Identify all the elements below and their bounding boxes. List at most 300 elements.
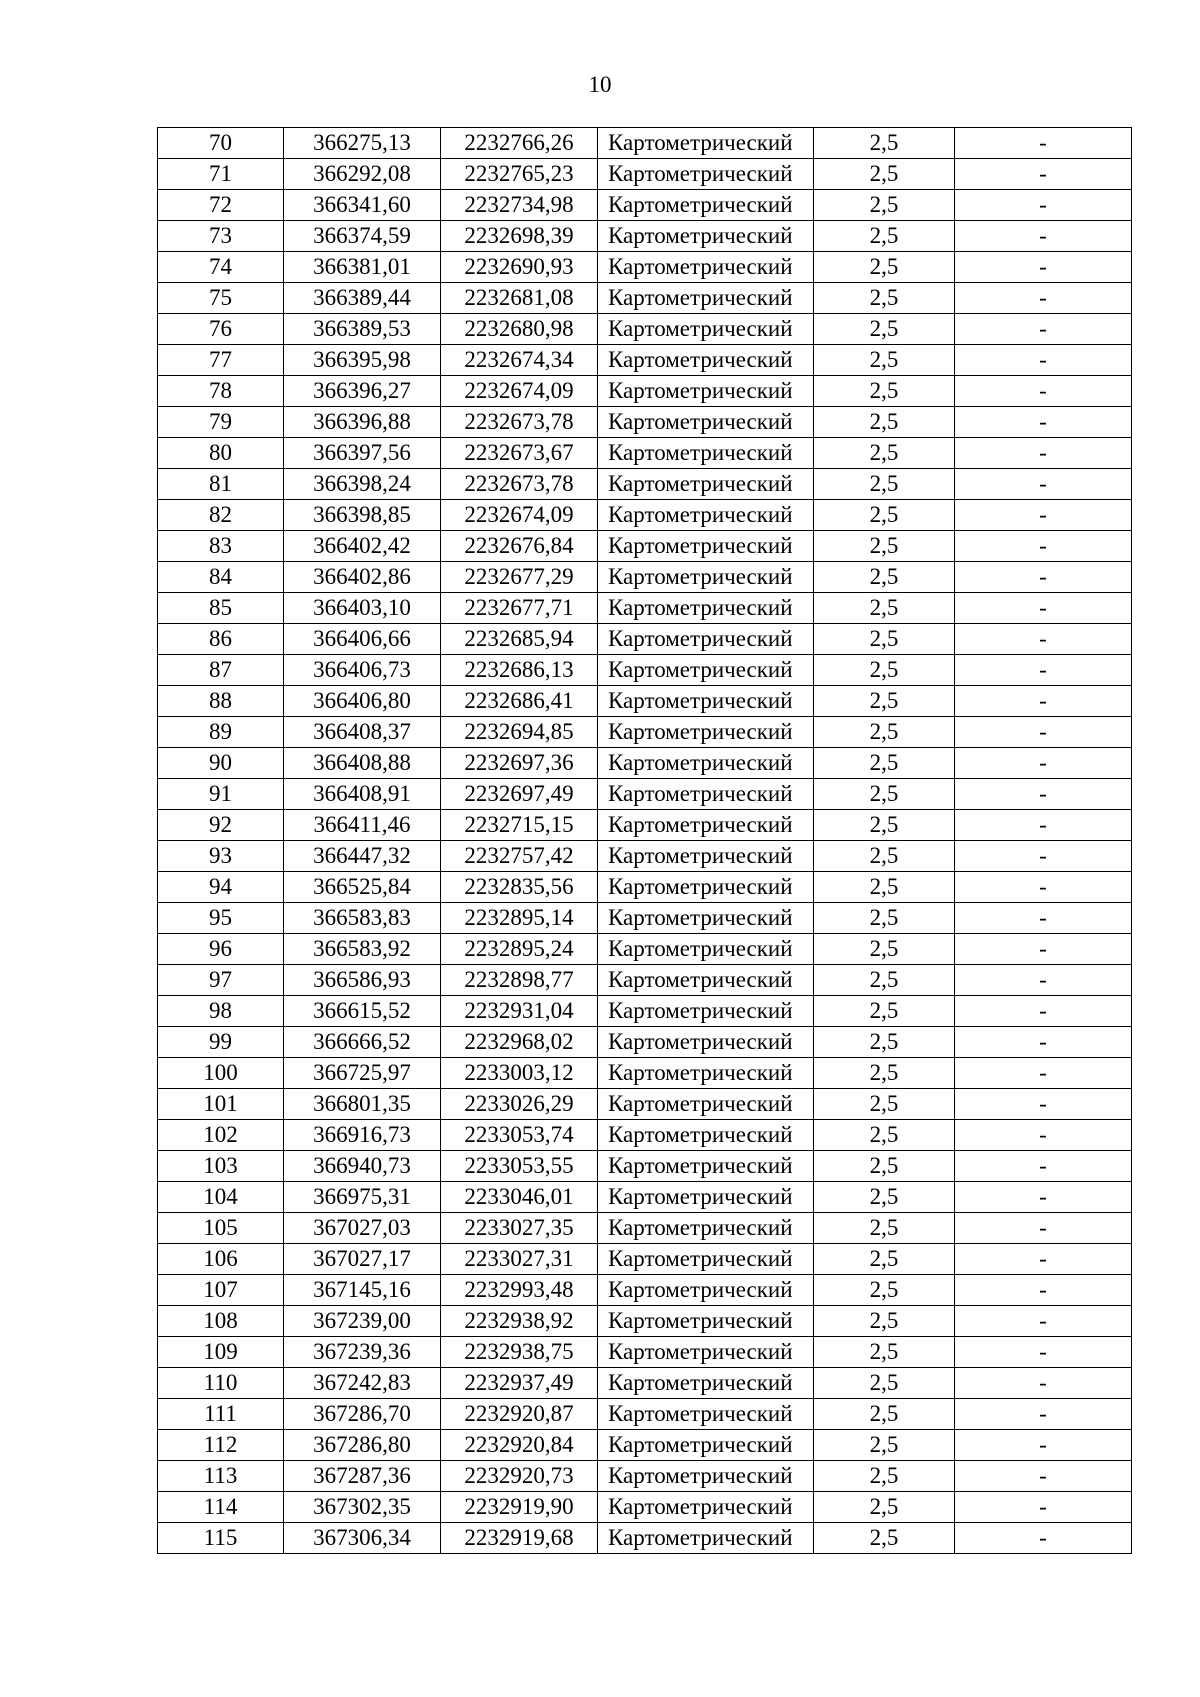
x-coordinate-cell: 367027,03 <box>284 1213 441 1244</box>
x-coordinate-cell: 366403,10 <box>284 593 441 624</box>
y-coordinate-cell: 2233053,74 <box>441 1120 598 1151</box>
table-row <box>158 934 1132 965</box>
point-number-cell: 104 <box>158 1182 284 1213</box>
y-coordinate-cell: 2232765,23 <box>441 159 598 190</box>
table-row <box>158 593 1132 624</box>
point-number-cell: 101 <box>158 1089 284 1120</box>
method-cell: Картометрический <box>598 283 814 314</box>
table-row <box>158 717 1132 748</box>
y-coordinate-cell: 2232757,42 <box>441 841 598 872</box>
point-number-cell: 84 <box>158 562 284 593</box>
point-number-cell: 92 <box>158 810 284 841</box>
table-row <box>158 469 1132 500</box>
method-cell: Картометрический <box>598 159 814 190</box>
table-row <box>158 376 1132 407</box>
table-row <box>158 1492 1132 1523</box>
table-row <box>158 903 1132 934</box>
description-cell: - <box>955 934 1132 965</box>
accuracy-cell: 2,5 <box>814 1213 955 1244</box>
method-cell: Картометрический <box>598 810 814 841</box>
point-number-cell: 76 <box>158 314 284 345</box>
coordinates-table <box>157 127 1132 1554</box>
table-row <box>158 872 1132 903</box>
point-number-cell: 102 <box>158 1120 284 1151</box>
x-coordinate-cell: 366975,31 <box>284 1182 441 1213</box>
x-coordinate-cell: 366725,97 <box>284 1058 441 1089</box>
y-coordinate-cell: 2232895,24 <box>441 934 598 965</box>
method-cell: Картометрический <box>598 1275 814 1306</box>
x-coordinate-cell: 367287,36 <box>284 1461 441 1492</box>
x-coordinate-cell: 366341,60 <box>284 190 441 221</box>
x-coordinate-cell: 366402,42 <box>284 531 441 562</box>
description-cell: - <box>955 1275 1132 1306</box>
point-number-cell: 96 <box>158 934 284 965</box>
y-coordinate-cell: 2233026,29 <box>441 1089 598 1120</box>
accuracy-cell: 2,5 <box>814 1027 955 1058</box>
description-cell: - <box>955 1120 1132 1151</box>
point-number-cell: 73 <box>158 221 284 252</box>
method-cell: Картометрический <box>598 1182 814 1213</box>
point-number-cell: 106 <box>158 1244 284 1275</box>
description-cell: - <box>955 996 1132 1027</box>
point-number-cell: 77 <box>158 345 284 376</box>
y-coordinate-cell: 2232677,71 <box>441 593 598 624</box>
y-coordinate-cell: 2232674,34 <box>441 345 598 376</box>
table-row <box>158 1151 1132 1182</box>
point-number-cell: 114 <box>158 1492 284 1523</box>
accuracy-cell: 2,5 <box>814 1244 955 1275</box>
y-coordinate-cell: 2232968,02 <box>441 1027 598 1058</box>
method-cell: Картометрический <box>598 934 814 965</box>
y-coordinate-cell: 2232931,04 <box>441 996 598 1027</box>
point-number-cell: 94 <box>158 872 284 903</box>
y-coordinate-cell: 2232674,09 <box>441 376 598 407</box>
y-coordinate-cell: 2233046,01 <box>441 1182 598 1213</box>
accuracy-cell: 2,5 <box>814 1058 955 1089</box>
description-cell: - <box>955 624 1132 655</box>
method-cell: Картометрический <box>598 252 814 283</box>
y-coordinate-cell: 2232920,73 <box>441 1461 598 1492</box>
x-coordinate-cell: 366916,73 <box>284 1120 441 1151</box>
accuracy-cell: 2,5 <box>814 1337 955 1368</box>
table-row <box>158 655 1132 686</box>
table-row <box>158 624 1132 655</box>
point-number-cell: 113 <box>158 1461 284 1492</box>
method-cell: Картометрический <box>598 748 814 779</box>
description-cell: - <box>955 1213 1132 1244</box>
y-coordinate-cell: 2232673,67 <box>441 438 598 469</box>
accuracy-cell: 2,5 <box>814 934 955 965</box>
table-row <box>158 531 1132 562</box>
y-coordinate-cell: 2232673,78 <box>441 469 598 500</box>
method-cell: Картометрический <box>598 841 814 872</box>
table-row <box>158 1244 1132 1275</box>
method-cell: Картометрический <box>598 965 814 996</box>
x-coordinate-cell: 366406,80 <box>284 686 441 717</box>
y-coordinate-cell: 2232938,92 <box>441 1306 598 1337</box>
method-cell: Картометрический <box>598 779 814 810</box>
accuracy-cell: 2,5 <box>814 500 955 531</box>
y-coordinate-cell: 2232993,48 <box>441 1275 598 1306</box>
x-coordinate-cell: 366275,13 <box>284 128 441 159</box>
method-cell: Картометрический <box>598 1151 814 1182</box>
x-coordinate-cell: 366396,88 <box>284 407 441 438</box>
description-cell: - <box>955 407 1132 438</box>
y-coordinate-cell: 2232698,39 <box>441 221 598 252</box>
table-row <box>158 345 1132 376</box>
table-row <box>158 1399 1132 1430</box>
method-cell: Картометрический <box>598 345 814 376</box>
x-coordinate-cell: 366389,53 <box>284 314 441 345</box>
method-cell: Картометрический <box>598 903 814 934</box>
description-cell: - <box>955 531 1132 562</box>
y-coordinate-cell: 2232673,78 <box>441 407 598 438</box>
y-coordinate-cell: 2232898,77 <box>441 965 598 996</box>
y-coordinate-cell: 2232681,08 <box>441 283 598 314</box>
x-coordinate-cell: 367302,35 <box>284 1492 441 1523</box>
accuracy-cell: 2,5 <box>814 407 955 438</box>
x-coordinate-cell: 367027,17 <box>284 1244 441 1275</box>
accuracy-cell: 2,5 <box>814 469 955 500</box>
point-number-cell: 103 <box>158 1151 284 1182</box>
x-coordinate-cell: 366406,66 <box>284 624 441 655</box>
y-coordinate-cell: 2232919,90 <box>441 1492 598 1523</box>
x-coordinate-cell: 366395,98 <box>284 345 441 376</box>
point-number-cell: 100 <box>158 1058 284 1089</box>
point-number-cell: 71 <box>158 159 284 190</box>
table-row <box>158 283 1132 314</box>
y-coordinate-cell: 2232938,75 <box>441 1337 598 1368</box>
table-row <box>158 221 1132 252</box>
accuracy-cell: 2,5 <box>814 159 955 190</box>
x-coordinate-cell: 367286,80 <box>284 1430 441 1461</box>
description-cell: - <box>955 159 1132 190</box>
coordinates-table-body <box>158 128 1132 1554</box>
table-row <box>158 1368 1132 1399</box>
x-coordinate-cell: 367145,16 <box>284 1275 441 1306</box>
y-coordinate-cell: 2232685,94 <box>441 624 598 655</box>
accuracy-cell: 2,5 <box>814 128 955 159</box>
x-coordinate-cell: 366374,59 <box>284 221 441 252</box>
accuracy-cell: 2,5 <box>814 1089 955 1120</box>
x-coordinate-cell: 366666,52 <box>284 1027 441 1058</box>
y-coordinate-cell: 2232734,98 <box>441 190 598 221</box>
accuracy-cell: 2,5 <box>814 841 955 872</box>
table-row <box>158 562 1132 593</box>
page-number: 10 <box>588 72 612 97</box>
y-coordinate-cell: 2233053,55 <box>441 1151 598 1182</box>
description-cell: - <box>955 717 1132 748</box>
table-row <box>158 159 1132 190</box>
table-row <box>158 500 1132 531</box>
point-number-cell: 74 <box>158 252 284 283</box>
method-cell: Картометрический <box>598 1337 814 1368</box>
x-coordinate-cell: 366615,52 <box>284 996 441 1027</box>
table-row <box>158 1120 1132 1151</box>
table-row <box>158 1523 1132 1554</box>
x-coordinate-cell: 366525,84 <box>284 872 441 903</box>
point-number-cell: 109 <box>158 1337 284 1368</box>
point-number-cell: 85 <box>158 593 284 624</box>
method-cell: Картометрический <box>598 1027 814 1058</box>
method-cell: Картометрический <box>598 872 814 903</box>
x-coordinate-cell: 366402,86 <box>284 562 441 593</box>
x-coordinate-cell: 366411,46 <box>284 810 441 841</box>
description-cell: - <box>955 965 1132 996</box>
method-cell: Картометрический <box>598 190 814 221</box>
point-number-cell: 110 <box>158 1368 284 1399</box>
accuracy-cell: 2,5 <box>814 1461 955 1492</box>
description-cell: - <box>955 1151 1132 1182</box>
method-cell: Картометрический <box>598 686 814 717</box>
point-number-cell: 112 <box>158 1430 284 1461</box>
method-cell: Картометрический <box>598 314 814 345</box>
accuracy-cell: 2,5 <box>814 748 955 779</box>
x-coordinate-cell: 366397,56 <box>284 438 441 469</box>
method-cell: Картометрический <box>598 562 814 593</box>
description-cell: - <box>955 190 1132 221</box>
description-cell: - <box>955 438 1132 469</box>
method-cell: Картометрический <box>598 1120 814 1151</box>
x-coordinate-cell: 366408,88 <box>284 748 441 779</box>
x-coordinate-cell: 366583,92 <box>284 934 441 965</box>
method-cell: Картометрический <box>598 717 814 748</box>
description-cell: - <box>955 1399 1132 1430</box>
method-cell: Картометрический <box>598 655 814 686</box>
point-number-cell: 83 <box>158 531 284 562</box>
accuracy-cell: 2,5 <box>814 221 955 252</box>
y-coordinate-cell: 2232677,29 <box>441 562 598 593</box>
accuracy-cell: 2,5 <box>814 1523 955 1554</box>
description-cell: - <box>955 903 1132 934</box>
y-coordinate-cell: 2232680,98 <box>441 314 598 345</box>
accuracy-cell: 2,5 <box>814 903 955 934</box>
accuracy-cell: 2,5 <box>814 1182 955 1213</box>
table-row <box>158 965 1132 996</box>
point-number-cell: 93 <box>158 841 284 872</box>
x-coordinate-cell: 366583,83 <box>284 903 441 934</box>
description-cell: - <box>955 314 1132 345</box>
method-cell: Картометрический <box>598 996 814 1027</box>
table-row <box>158 1275 1132 1306</box>
method-cell: Картометрический <box>598 469 814 500</box>
method-cell: Картометрический <box>598 438 814 469</box>
point-number-cell: 70 <box>158 128 284 159</box>
description-cell: - <box>955 841 1132 872</box>
method-cell: Картометрический <box>598 128 814 159</box>
x-coordinate-cell: 366389,44 <box>284 283 441 314</box>
y-coordinate-cell: 2233003,12 <box>441 1058 598 1089</box>
accuracy-cell: 2,5 <box>814 283 955 314</box>
accuracy-cell: 2,5 <box>814 562 955 593</box>
point-number-cell: 81 <box>158 469 284 500</box>
accuracy-cell: 2,5 <box>814 314 955 345</box>
accuracy-cell: 2,5 <box>814 1368 955 1399</box>
y-coordinate-cell: 2232690,93 <box>441 252 598 283</box>
table-row <box>158 190 1132 221</box>
accuracy-cell: 2,5 <box>814 1492 955 1523</box>
point-number-cell: 107 <box>158 1275 284 1306</box>
method-cell: Картометрический <box>598 1089 814 1120</box>
accuracy-cell: 2,5 <box>814 1399 955 1430</box>
accuracy-cell: 2,5 <box>814 376 955 407</box>
y-coordinate-cell: 2232697,36 <box>441 748 598 779</box>
accuracy-cell: 2,5 <box>814 1151 955 1182</box>
y-coordinate-cell: 2232676,84 <box>441 531 598 562</box>
accuracy-cell: 2,5 <box>814 779 955 810</box>
description-cell: - <box>955 1244 1132 1275</box>
description-cell: - <box>955 686 1132 717</box>
description-cell: - <box>955 1337 1132 1368</box>
point-number-cell: 91 <box>158 779 284 810</box>
table-row <box>158 407 1132 438</box>
table-row <box>158 686 1132 717</box>
x-coordinate-cell: 366408,37 <box>284 717 441 748</box>
table-row <box>158 1182 1132 1213</box>
accuracy-cell: 2,5 <box>814 717 955 748</box>
point-number-cell: 78 <box>158 376 284 407</box>
description-cell: - <box>955 469 1132 500</box>
y-coordinate-cell: 2232766,26 <box>441 128 598 159</box>
description-cell: - <box>955 872 1132 903</box>
description-cell: - <box>955 779 1132 810</box>
y-coordinate-cell: 2232919,68 <box>441 1523 598 1554</box>
point-number-cell: 90 <box>158 748 284 779</box>
accuracy-cell: 2,5 <box>814 686 955 717</box>
table-row <box>158 438 1132 469</box>
x-coordinate-cell: 366292,08 <box>284 159 441 190</box>
accuracy-cell: 2,5 <box>814 345 955 376</box>
description-cell: - <box>955 1306 1132 1337</box>
accuracy-cell: 2,5 <box>814 655 955 686</box>
accuracy-cell: 2,5 <box>814 1120 955 1151</box>
point-number-cell: 115 <box>158 1523 284 1554</box>
description-cell: - <box>955 1492 1132 1523</box>
y-coordinate-cell: 2232694,85 <box>441 717 598 748</box>
x-coordinate-cell: 366447,32 <box>284 841 441 872</box>
table-row <box>158 1027 1132 1058</box>
y-coordinate-cell: 2232920,84 <box>441 1430 598 1461</box>
description-cell: - <box>955 1523 1132 1554</box>
y-coordinate-cell: 2232920,87 <box>441 1399 598 1430</box>
point-number-cell: 80 <box>158 438 284 469</box>
description-cell: - <box>955 1089 1132 1120</box>
description-cell: - <box>955 1027 1132 1058</box>
description-cell: - <box>955 1368 1132 1399</box>
y-coordinate-cell: 2232686,13 <box>441 655 598 686</box>
table-row <box>158 1089 1132 1120</box>
table-row <box>158 252 1132 283</box>
y-coordinate-cell: 2232895,14 <box>441 903 598 934</box>
table-row <box>158 1058 1132 1089</box>
y-coordinate-cell: 2232715,15 <box>441 810 598 841</box>
accuracy-cell: 2,5 <box>814 593 955 624</box>
description-cell: - <box>955 345 1132 376</box>
method-cell: Картометрический <box>598 1461 814 1492</box>
description-cell: - <box>955 283 1132 314</box>
description-cell: - <box>955 810 1132 841</box>
point-number-cell: 72 <box>158 190 284 221</box>
table-row <box>158 810 1132 841</box>
description-cell: - <box>955 1058 1132 1089</box>
y-coordinate-cell: 2232697,49 <box>441 779 598 810</box>
x-coordinate-cell: 366801,35 <box>284 1089 441 1120</box>
description-cell: - <box>955 562 1132 593</box>
method-cell: Картометрический <box>598 221 814 252</box>
point-number-cell: 105 <box>158 1213 284 1244</box>
point-number-cell: 108 <box>158 1306 284 1337</box>
accuracy-cell: 2,5 <box>814 438 955 469</box>
accuracy-cell: 2,5 <box>814 810 955 841</box>
x-coordinate-cell: 366381,01 <box>284 252 441 283</box>
table-row <box>158 1461 1132 1492</box>
table-row <box>158 1213 1132 1244</box>
table-row <box>158 996 1132 1027</box>
table-row <box>158 1337 1132 1368</box>
description-cell: - <box>955 376 1132 407</box>
method-cell: Картометрический <box>598 1306 814 1337</box>
method-cell: Картометрический <box>598 531 814 562</box>
accuracy-cell: 2,5 <box>814 624 955 655</box>
table-row <box>158 1430 1132 1461</box>
x-coordinate-cell: 367239,00 <box>284 1306 441 1337</box>
x-coordinate-cell: 366408,91 <box>284 779 441 810</box>
x-coordinate-cell: 366586,93 <box>284 965 441 996</box>
method-cell: Картометрический <box>598 1430 814 1461</box>
x-coordinate-cell: 367306,34 <box>284 1523 441 1554</box>
x-coordinate-cell: 367239,36 <box>284 1337 441 1368</box>
point-number-cell: 75 <box>158 283 284 314</box>
x-coordinate-cell: 366398,85 <box>284 500 441 531</box>
x-coordinate-cell: 366406,73 <box>284 655 441 686</box>
method-cell: Картометрический <box>598 1244 814 1275</box>
point-number-cell: 89 <box>158 717 284 748</box>
method-cell: Картометрический <box>598 593 814 624</box>
y-coordinate-cell: 2233027,31 <box>441 1244 598 1275</box>
accuracy-cell: 2,5 <box>814 1275 955 1306</box>
point-number-cell: 97 <box>158 965 284 996</box>
accuracy-cell: 2,5 <box>814 252 955 283</box>
point-number-cell: 98 <box>158 996 284 1027</box>
y-coordinate-cell: 2232937,49 <box>441 1368 598 1399</box>
x-coordinate-cell: 367242,83 <box>284 1368 441 1399</box>
description-cell: - <box>955 655 1132 686</box>
point-number-cell: 95 <box>158 903 284 934</box>
point-number-cell: 88 <box>158 686 284 717</box>
method-cell: Картометрический <box>598 1399 814 1430</box>
method-cell: Картометрический <box>598 376 814 407</box>
point-number-cell: 86 <box>158 624 284 655</box>
accuracy-cell: 2,5 <box>814 1306 955 1337</box>
table-row <box>158 314 1132 345</box>
y-coordinate-cell: 2232674,09 <box>441 500 598 531</box>
table-row <box>158 1306 1132 1337</box>
description-cell: - <box>955 748 1132 779</box>
description-cell: - <box>955 500 1132 531</box>
method-cell: Картометрический <box>598 1523 814 1554</box>
description-cell: - <box>955 252 1132 283</box>
point-number-cell: 79 <box>158 407 284 438</box>
description-cell: - <box>955 1461 1132 1492</box>
accuracy-cell: 2,5 <box>814 1430 955 1461</box>
table-row <box>158 779 1132 810</box>
method-cell: Картометрический <box>598 500 814 531</box>
y-coordinate-cell: 2232686,41 <box>441 686 598 717</box>
accuracy-cell: 2,5 <box>814 872 955 903</box>
description-cell: - <box>955 221 1132 252</box>
accuracy-cell: 2,5 <box>814 996 955 1027</box>
point-number-cell: 87 <box>158 655 284 686</box>
